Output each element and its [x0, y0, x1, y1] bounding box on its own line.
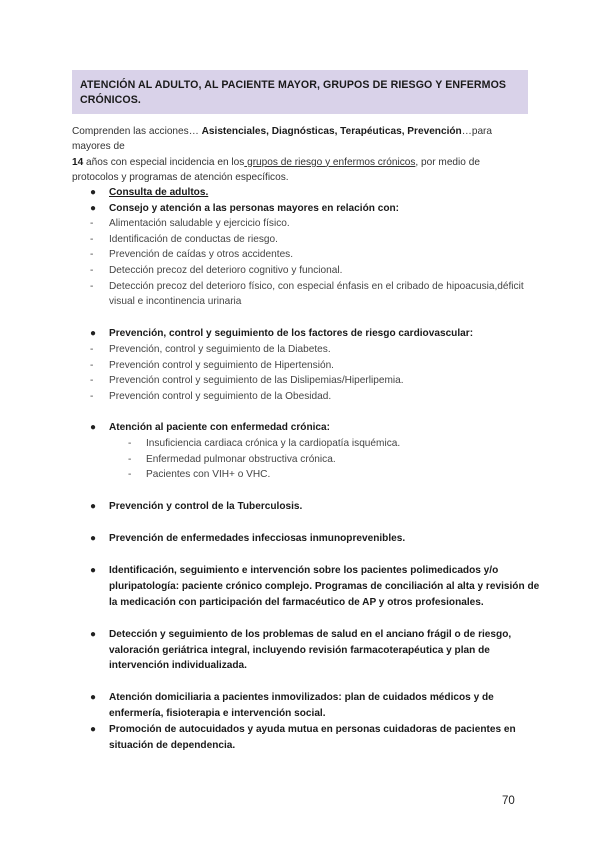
section-header [72, 70, 528, 114]
page-number: 70 [502, 795, 515, 807]
intro-paragraph: Comprenden las acciones… Asistenciales, Diagnósticas, Terapéuticas, Prevención…para mayores de 14 años con especial incidencia en los grupos de riesgo y enfermos crónicos, por medio de protocolos y programas de atención específicos. [72, 126, 493, 183]
section-title: ATENCIÓN AL ADULTO, AL PACIENTE MAYOR, GRUPOS DE RIESGO Y ENFERMOS CRÓNICOS. [80, 79, 507, 106]
